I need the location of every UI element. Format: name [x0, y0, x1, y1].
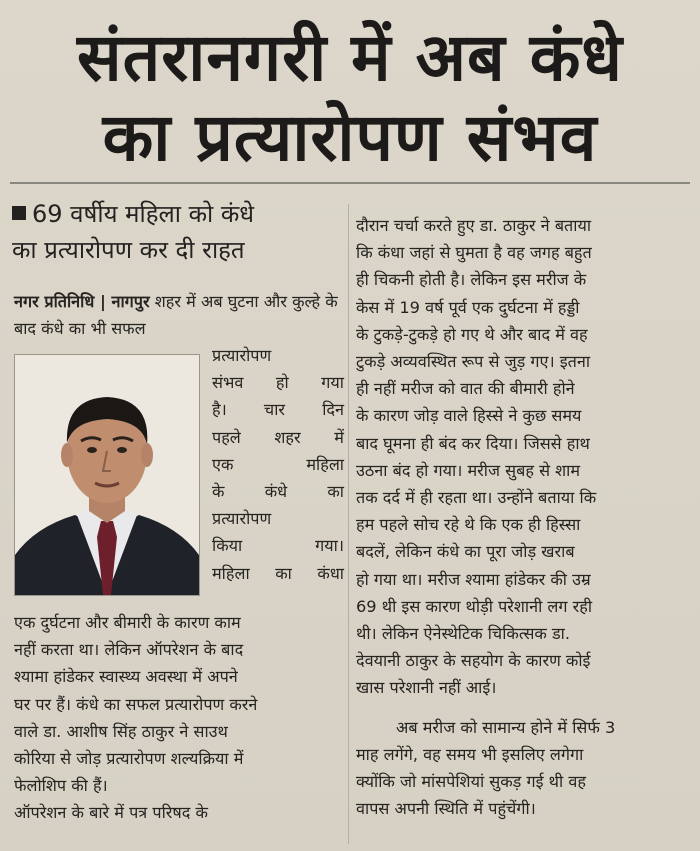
text-line: हम पहले सोच रहे थे कि एक ही हिस्सा	[356, 515, 581, 535]
headline-rule	[10, 182, 690, 184]
wrapped-text-beside-photo	[212, 342, 344, 587]
text-line: पहले शहर में	[212, 427, 344, 447]
text-line: हो गया था। मरीज श्यामा हांडेकर की उम्र	[356, 569, 591, 589]
subheadline-line-2: का प्रत्यारोपण कर दी राहत	[12, 236, 245, 264]
text-line: तक दर्द में ही रहता था। उन्होंने बताया कि	[356, 488, 597, 508]
text-line: कि कंधा जहां से घुमता है वह जगह बहुत	[356, 243, 592, 263]
text-line: देवयानी ठाकुर के सहयोग के कारण कोई	[356, 651, 591, 671]
text-line: केस में 19 वर्ष पूर्व एक दुर्घटना में हड्डी	[356, 297, 580, 317]
lead-text: शहर में अब घुटना और कुल्हे के बाद कंधे का भी सफल	[14, 292, 338, 339]
text-line: नहीं करता था। लेकिन ऑपरेशन के बाद	[14, 640, 244, 660]
portrait-illustration	[15, 355, 199, 595]
column-2-paragraph-1	[356, 212, 690, 702]
headline-line-1: संतरानगरी में अब कंधे	[77, 19, 623, 96]
text-line: दौरान चर्चा करते हुए डा. ठाकुर ने बताया	[356, 216, 592, 235]
headline-line-2: का प्रत्यारोपण संभव	[102, 99, 598, 176]
article-lead	[14, 288, 344, 342]
dateline: नगर प्रतिनिधि | नागपुर	[14, 292, 150, 311]
column-divider	[348, 204, 349, 844]
column-2-paragraph-2	[356, 714, 690, 823]
text-line: प्रत्यारोपण	[212, 346, 272, 365]
text-line: है। चार दिन	[212, 400, 344, 420]
text-line: के कंधे का	[212, 482, 344, 502]
text-line: संभव हो गया	[212, 373, 344, 393]
text-line: माह लगेंगे, वह समय भी इसलिए लगेगा	[356, 744, 584, 764]
text-line: क्योंकि जो मांसपेशियां सुकड़ गई थी वह	[356, 772, 586, 792]
subheadline	[12, 196, 342, 268]
text-line: ही नहीं मरीज को वात की बीमारी होने	[356, 379, 575, 399]
text-line: 69 थी इस कारण थोड़ी परेशानी लग रही	[356, 596, 593, 616]
text-line: खास परेशानी नहीं आई।	[356, 678, 497, 698]
text-line: ऑपरेशन के बारे में पत्र परिषद के	[14, 803, 208, 823]
text-line: टुकड़े अव्यवस्थित रूप से जुड़ गए। इतना	[356, 352, 591, 372]
text-line: प्रत्यारोपण	[212, 509, 272, 529]
text-line: ही चिकनी होती है। लेकिन इस मरीज के	[356, 270, 587, 290]
bullet-square-icon	[12, 206, 26, 220]
text-line: किया गया।	[212, 536, 344, 556]
text-line: एक दुर्घटना और बीमारी के कारण काम	[14, 613, 241, 632]
text-line: बदलें, लेकिन कंधे का पूरा जोड़ खराब	[356, 542, 575, 562]
text-line: एक महिला	[212, 454, 344, 474]
text-line: के टुकड़े-टुकड़े हो गए थे और बाद में वह	[356, 324, 588, 344]
subheadline-line-1: 69 वर्षीय महिला को कंधे	[12, 196, 342, 232]
text-line: महिला का कंधा	[212, 563, 344, 583]
text-line: अब मरीज को सामान्य होने में सिर्फ 3	[396, 717, 616, 737]
text-line: कोरिया से जोड़ प्रत्यारोपण शल्यक्रिया में	[14, 749, 244, 769]
text-line: थी। लेकिन ऐनेस्थेटिक चिकित्सक डा.	[356, 624, 570, 644]
text-line: घर पर हैं। कंधे का सफल प्रत्यारोपण करने	[14, 694, 258, 714]
text-line: के कारण जोड़ वाले हिस्से ने कुछ समय	[356, 406, 582, 426]
doctor-photo	[14, 354, 200, 596]
text-line: बाद घूमना ही बंद कर दिया। जिससे हाथ	[356, 433, 590, 453]
text-line: श्यामा हांडेकर स्वास्थ्य अवस्था में अपने	[14, 667, 238, 687]
text-line: वाले डा. आशीष सिंह ठाकुर ने साउथ	[14, 721, 228, 741]
text-line: वापस अपनी स्थिति में पहुंचेंगी।	[356, 799, 536, 819]
article-column-2	[356, 212, 690, 822]
article-column-1-continued	[14, 609, 344, 827]
text-line: उठना बंद हो गया। मरीज सुबह से शाम	[356, 460, 581, 480]
text-line: फेलोशिप की हैं।	[14, 776, 108, 796]
